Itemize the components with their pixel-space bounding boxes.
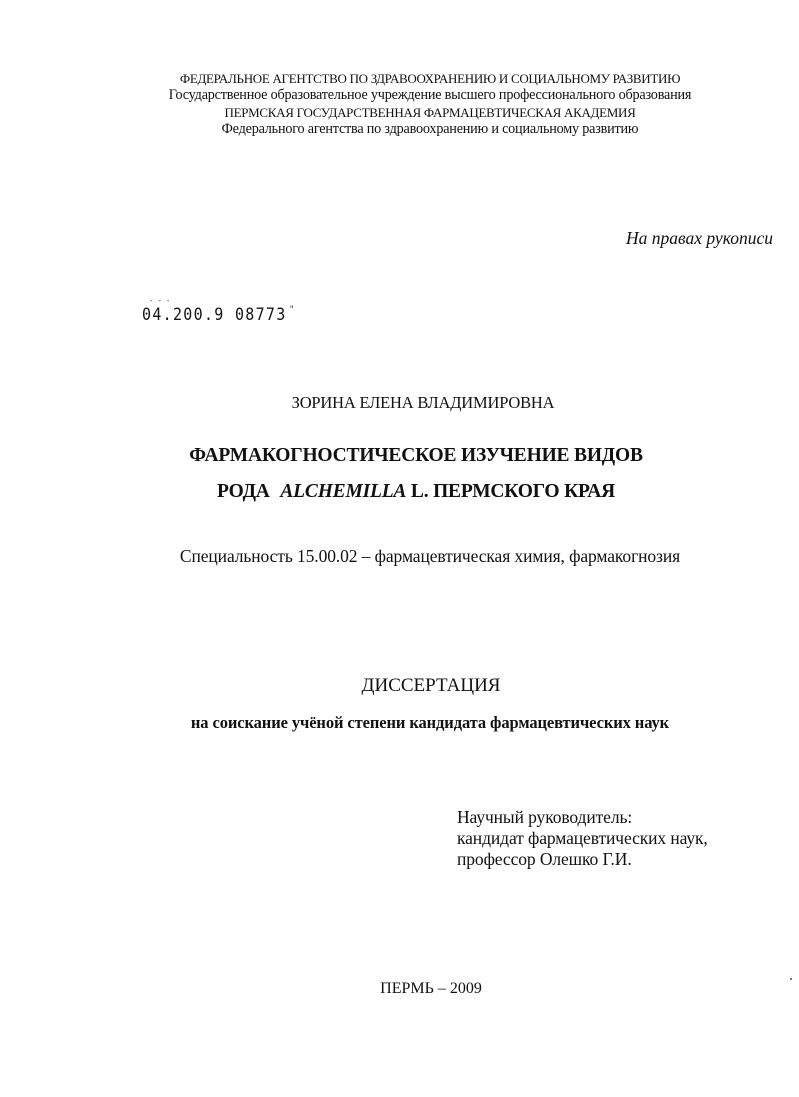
advisor-name: профессор Олешко Г.И. [457, 849, 632, 869]
header-institution-type: Государственное образовательное учреждение высшего профессионального образования [168, 87, 692, 103]
advisor-label: Научный руководитель: [457, 807, 633, 827]
manuscript-rights-note: На правах рукописи [626, 228, 773, 248]
header-academy: ПЕРМСКАЯ ГОСУДАРСТВЕННАЯ ФАРМАЦЕВТИЧЕСКАЯ АКАДЕМИЯ [224, 105, 636, 120]
registration-prefix-mark: - - - [149, 296, 171, 305]
registration-number [142, 296, 296, 325]
scan-speck [790, 978, 792, 980]
thesis-title-line-1: ФАРМАКОГНОСТИЧЕСКОЕ ИЗУЧЕНИЕ ВИДОВ [189, 445, 643, 466]
advisor-degree: кандидат фармацевтических наук, [457, 828, 708, 848]
header-agency: ФЕДЕРАЛЬНОЕ АГЕНТСТВО ПО ЗДРАВООХРАНЕНИЮ И СОЦИАЛЬНОМУ РАЗВИТИЮ [179, 71, 681, 86]
registration-suffix-mark: " [289, 305, 296, 315]
title-latin-genus: ALCHEMILLA [280, 481, 407, 502]
scientific-advisor-block [457, 807, 708, 870]
degree-sought: на соискание учёной степени кандидата фармацевтических наук [190, 713, 670, 732]
author-name: ЗОРИНА ЕЛЕНА ВЛАДИМИРОВНА [291, 393, 555, 412]
document-type: ДИССЕРТАЦИЯ [361, 675, 501, 696]
city-year: ПЕРМЬ – 2009 [380, 980, 482, 997]
registration-number-value: 04.200.9 08773 [142, 305, 287, 325]
title-genus-suffix: L. ПЕРМСКОГО КРАЯ [410, 481, 615, 502]
institution-header [0, 70, 799, 138]
header-agency-affiliation: Федерального агентства по здравоохранению и социальному развитию [221, 121, 639, 137]
thesis-title-line-2 [0, 481, 799, 503]
specialty-line: Специальность 15.00.02 – фармацевтическая химия, фармакогнозия [179, 546, 681, 566]
title-genus-prefix: РОДА [216, 481, 270, 502]
